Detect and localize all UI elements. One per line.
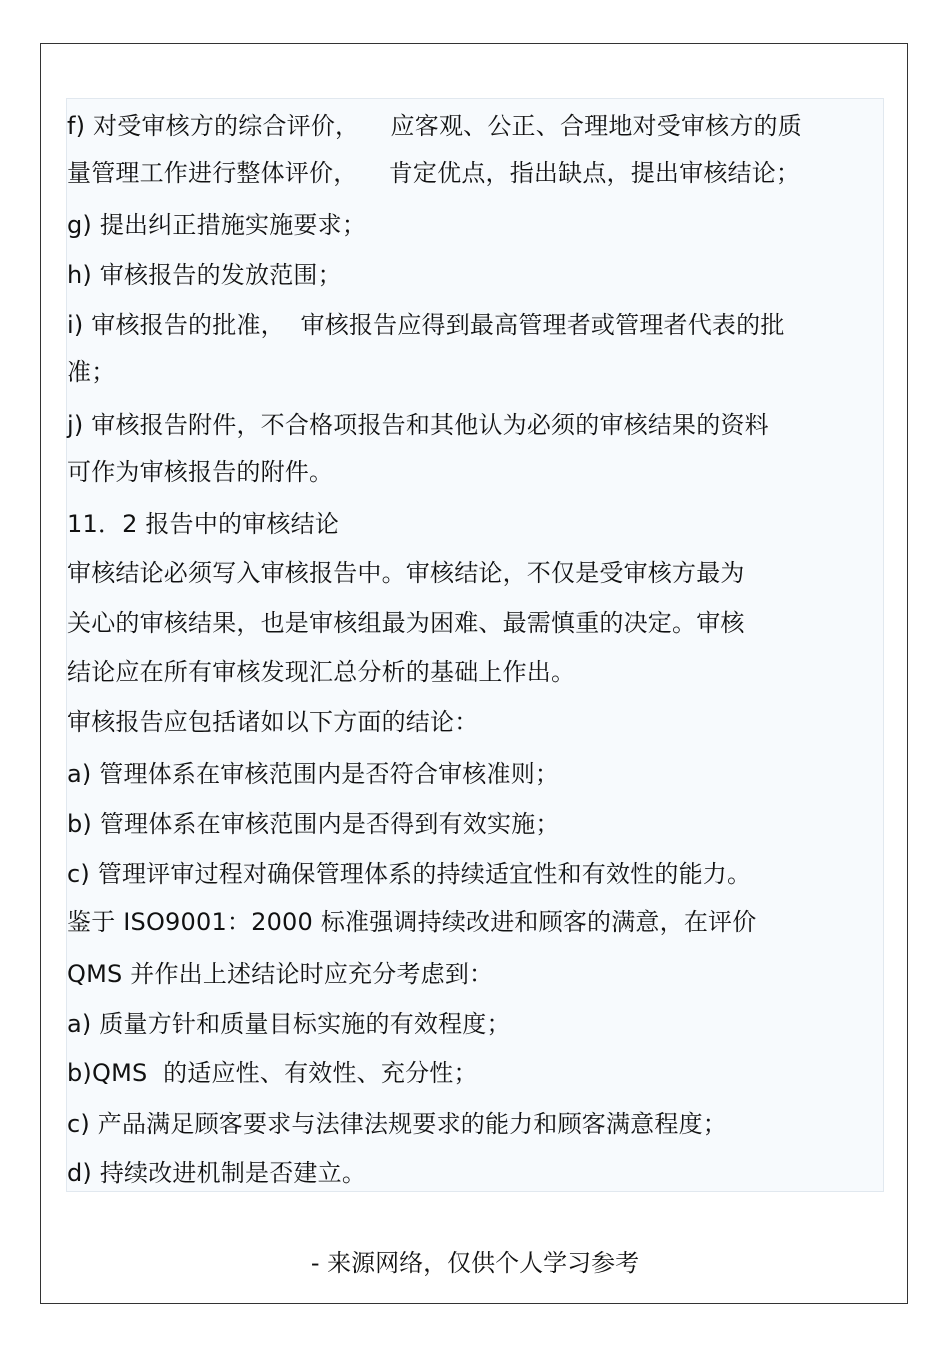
text-line: c) 产品满足顾客要求与法律法规要求的能力和顾客满意程度； [67, 1110, 727, 1138]
text-line: b) 管理体系在审核范围内是否得到有效实施； [67, 810, 560, 838]
text-line: 鉴于 ISO9001：2000 标准强调持续改进和顾客的满意，在评价 [67, 908, 757, 936]
text-line: 可作为审核报告的附件。 [67, 458, 334, 486]
text-line: a) 管理体系在审核范围内是否符合审核准则； [67, 760, 560, 788]
text-line: j) 审核报告附件，不合格项报告和其他认为必须的审核结果的资料 [67, 411, 769, 439]
text-line: 审核报告应包括诸如以下方面的结论： [67, 708, 479, 736]
text-line: d) 持续改进机制是否建立。 [67, 1159, 367, 1187]
text-line: 准； [67, 358, 116, 386]
text-line: a) 质量方针和质量目标实施的有效程度； [67, 1010, 511, 1038]
text-line: QMS 并作出上述结论时应充分考虑到： [67, 960, 494, 988]
text-line: b)QMS 的适应性、有效性、充分性； [67, 1059, 478, 1087]
text-line: i) 审核报告的批准， 审核报告应得到最高管理者或管理者代表的批 [67, 311, 785, 339]
text-line: g) 提出纠正措施实施要求； [67, 211, 367, 239]
footer-note: - 来源网络，仅供个人学习参考 [310, 1249, 640, 1277]
text-line: 关心的审核结果，也是审核组最为困难、最需慎重的决定。审核 [67, 609, 745, 637]
text-line: 结论应在所有审核发现汇总分析的基础上作出。 [67, 658, 576, 686]
text-line: 审核结论必须写入审核报告中。审核结论，不仅是受审核方最为 [67, 559, 745, 587]
text-line: c) 管理评审过程对确保管理体系的持续适宜性和有效性的能力。 [67, 860, 752, 888]
text-line: 量管理工作进行整体评价， 肯定优点，指出缺点，提出审核结论； [67, 159, 801, 187]
text-line: h) 审核报告的发放范围； [67, 261, 342, 289]
section-heading: 11．2 报告中的审核结论 [67, 510, 340, 538]
text-line: f) 对受审核方的综合评价， 应客观、公正、合理地对受审核方的质 [67, 112, 802, 140]
